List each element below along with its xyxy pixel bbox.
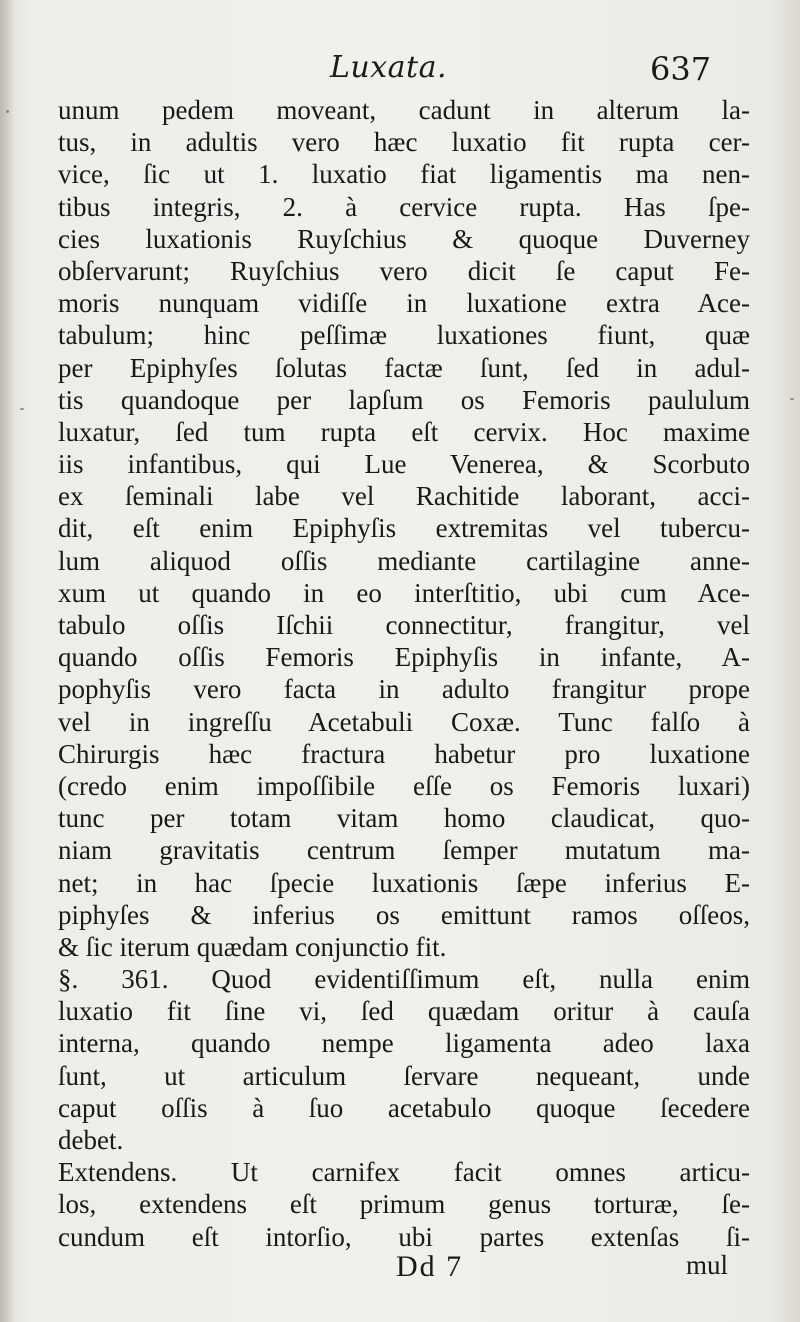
text-line: cundum eſt intorſio, ubi partes extenſas ſi- <box>58 1221 750 1252</box>
catchword: mul <box>686 1250 729 1280</box>
body-text <box>58 94 750 1253</box>
paragraph-start-line: Extendens. Ut carnifex facit omnes articu- <box>58 1157 750 1188</box>
page-number: 637 <box>650 50 712 88</box>
signature-mark: Dd 7 <box>396 1250 464 1283</box>
ink-speck <box>20 408 24 410</box>
text-line: xum ut quando in eo interſtitio, ubi cum Ace- <box>58 577 750 608</box>
text-line: caput oſſis à ſuo acetabulo quoque ſecedere <box>58 1092 750 1123</box>
text-line: tus, in adultis vero hæc luxatio fit rupta cer- <box>58 127 750 158</box>
text-line: iis infantibus, qui Lue Venerea, & Scorbuto <box>58 449 750 480</box>
text-line: Chirurgis hæc fractura habetur pro luxatione <box>58 738 750 769</box>
text-line: debet. <box>58 1125 124 1155</box>
text-line: tis quandoque per lapſum os Femoris paululum <box>58 384 750 415</box>
text-line: obſervarunt; Ruyſchius vero dicit ſe caput Fe- <box>58 255 750 286</box>
text-line: lum aliquod oſſis mediante cartilagine anne- <box>58 545 750 576</box>
ink-speck <box>6 110 9 113</box>
ink-speck <box>790 398 794 400</box>
text-line: quando oſſis Femoris Epiphyſis in infante, A- <box>58 642 750 673</box>
text-line: net; in hac ſpecie luxationis ſæpe inferius E- <box>58 867 750 898</box>
text-line: & ſic iterum quædam conjunctio fit. <box>58 931 447 962</box>
text-line: tabulo oſſis Iſchii connectitur, frangitur, vel <box>58 610 750 640</box>
text-line: luxatur, ſed tum rupta eſt cervix. Hoc maxime <box>58 416 750 447</box>
text-line: tibus integris, 2. à cervice rupta. Has ſpe- <box>58 191 750 222</box>
page-gutter-shadow <box>0 0 14 1322</box>
text-line: ſunt, ut articulum ſervare nequeant, unde <box>58 1060 750 1091</box>
text-line: ex ſeminali labe vel Rachitide laborant, acci- <box>58 481 750 512</box>
page-footer <box>0 1250 800 1290</box>
text-line: piphyſes & inferius os emittunt ramos oſſeos, <box>58 899 750 930</box>
paragraph-start-line: §. 361. Quod evidentiſſimum eſt, nulla enim <box>58 964 750 995</box>
text-line: (credo enim impoſſibile eſſe os Femoris luxari) <box>58 770 750 801</box>
text-line: vel in ingreſſu Acetabuli Coxæ. Tunc falſo à <box>58 706 750 737</box>
running-head: Luxata. <box>330 50 448 85</box>
page-header <box>0 44 800 94</box>
text-line: tabulum; hinc peſſimæ luxationes fiunt, quæ <box>58 320 750 351</box>
text-line: luxatio fit ſine vi, ſed quædam oritur à cauſa <box>58 996 750 1027</box>
text-line: los, extendens eſt primum genus torturæ, ſe- <box>58 1189 750 1220</box>
text-line: dit, eſt enim Epiphyſis extremitas vel tubercu- <box>58 513 750 544</box>
text-line: vice, ſic ut 1. luxatio fiat ligamentis ma nen- <box>58 159 750 190</box>
text-line: unum pedem moveant, cadunt in alterum la- <box>58 95 750 125</box>
text-line: pophyſis vero facta in adulto frangitur prope <box>58 674 750 705</box>
text-line: tunc per totam vitam homo claudicat, quo- <box>58 803 750 834</box>
text-line: moris nunquam vidiſſe in luxatione extra Ace- <box>58 288 750 319</box>
text-line: cies luxationis Ruyſchius & quoque Duverney <box>58 223 750 254</box>
text-line: niam gravitatis centrum ſemper mutatum ma- <box>58 835 750 866</box>
text-line: per Epiphyſes ſolutas factæ ſunt, ſed in adul- <box>58 352 750 383</box>
text-line: interna, quando nempe ligamenta adeo laxa <box>58 1028 750 1059</box>
